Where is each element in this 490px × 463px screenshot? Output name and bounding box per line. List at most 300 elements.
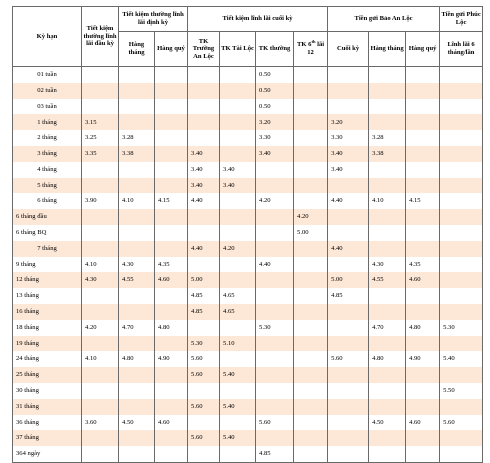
rate-cell [119, 367, 155, 383]
term-cell: 31 tháng [13, 399, 82, 415]
tk6-suffix: lãi 12 [307, 41, 325, 56]
table-row [13, 367, 483, 383]
rate-cell [188, 320, 220, 336]
rate-cell: 4.80 [406, 320, 440, 336]
rate-cell: 5.40 [220, 399, 256, 415]
rate-cell [119, 99, 155, 115]
header-tiet-kiem-cuoi-ky: Tiết kiệm lĩnh lãi cuối kỳ [188, 7, 328, 32]
rate-cell: 4.50 [119, 415, 155, 431]
term-cell: 03 tuần [13, 99, 82, 115]
rate-cell [256, 399, 294, 415]
term-cell: 6 tháng BQ [13, 225, 82, 241]
tk6-sup: th [311, 39, 316, 45]
rate-cell [119, 209, 155, 225]
rate-cell [328, 399, 369, 415]
rate-cell: 4.65 [220, 304, 256, 320]
rate-cell: 0.50 [256, 99, 294, 115]
rate-cell [369, 114, 406, 130]
rate-cell: 4.10 [82, 351, 119, 367]
rate-cell: 0.50 [256, 67, 294, 83]
rate-cell: 4.80 [119, 351, 155, 367]
rate-cell [328, 383, 369, 399]
rate-cell [440, 83, 483, 99]
rate-cell: 5.10 [220, 336, 256, 352]
table-row [13, 415, 483, 431]
rate-cell [82, 288, 119, 304]
rate-cell [82, 83, 119, 99]
rate-cell [294, 304, 328, 320]
rate-cell [119, 67, 155, 83]
table-row [13, 146, 483, 162]
rate-cell [119, 430, 155, 446]
rate-cell: 5.60 [188, 367, 220, 383]
rate-cell: 4.20 [220, 241, 256, 257]
rate-cell [369, 178, 406, 194]
rate-cell [119, 241, 155, 257]
rate-cell [220, 257, 256, 273]
rate-cell: 5.40 [440, 351, 483, 367]
rate-cell: 4.85 [328, 288, 369, 304]
rate-cell [155, 209, 188, 225]
table-row [13, 336, 483, 352]
rate-cell [119, 178, 155, 194]
rate-cell: 4.90 [406, 351, 440, 367]
term-cell: 02 tuần [13, 83, 82, 99]
rate-cell [328, 304, 369, 320]
rate-cell [188, 114, 220, 130]
rate-cell [220, 114, 256, 130]
table-row [13, 209, 483, 225]
rate-cell [328, 430, 369, 446]
rate-cell: 3.28 [119, 130, 155, 146]
rate-cell [82, 99, 119, 115]
subheader-linh-lai-6-thang: Lĩnh lãi 6 tháng/lần [440, 32, 483, 67]
term-cell: 5 tháng [13, 178, 82, 194]
rate-cell: 5.30 [188, 336, 220, 352]
rate-cell [406, 399, 440, 415]
rate-cell [369, 367, 406, 383]
rate-cell [294, 320, 328, 336]
rate-cell [82, 336, 119, 352]
rate-cell [369, 399, 406, 415]
rate-cell [294, 130, 328, 146]
rate-cell [406, 225, 440, 241]
rate-cell: 4.60 [155, 272, 188, 288]
term-cell: 3 tháng [13, 146, 82, 162]
rate-cell [294, 257, 328, 273]
rate-cell [256, 272, 294, 288]
rate-cell [440, 304, 483, 320]
table-row [13, 225, 483, 241]
rate-cell [256, 336, 294, 352]
rate-cell [82, 162, 119, 178]
rate-cell [188, 67, 220, 83]
rate-cell [369, 430, 406, 446]
rate-cell [119, 225, 155, 241]
rate-cell [188, 257, 220, 273]
rate-cell: 4.30 [369, 257, 406, 273]
rate-cell: 3.28 [369, 130, 406, 146]
rate-cell: 5.60 [188, 399, 220, 415]
rate-cell [294, 162, 328, 178]
rate-cell: 3.40 [188, 146, 220, 162]
term-cell: 16 tháng [13, 304, 82, 320]
rate-cell [440, 209, 483, 225]
rate-cell [369, 67, 406, 83]
subheader-tk-thuong: TK thường [256, 32, 294, 67]
rate-cell [406, 67, 440, 83]
rate-cell [440, 162, 483, 178]
subheader-tk-truong-an-loc: TK Trường An Lộc [188, 32, 220, 67]
rate-cell: 4.15 [406, 193, 440, 209]
rate-cell [188, 130, 220, 146]
rate-cell [220, 415, 256, 431]
rate-cell [406, 178, 440, 194]
rate-cell: 4.30 [119, 257, 155, 273]
rate-cell [256, 209, 294, 225]
header-row-top [13, 7, 483, 32]
header-term: Kỳ hạn [13, 7, 82, 67]
rate-cell [155, 430, 188, 446]
rate-cell [369, 241, 406, 257]
table-row [13, 399, 483, 415]
table-row [13, 304, 483, 320]
rate-cell [406, 146, 440, 162]
table-row [13, 320, 483, 336]
rate-cell: 5.60 [256, 415, 294, 431]
rate-cell [369, 225, 406, 241]
table-row [13, 430, 483, 446]
rate-cell [294, 146, 328, 162]
rate-cell [328, 320, 369, 336]
header-bao-an-loc: Tiền gửi Bảo An Lộc [328, 7, 440, 32]
rate-cell: 3.25 [82, 130, 119, 146]
interest-rate-table-container [12, 6, 482, 463]
rate-cell [119, 383, 155, 399]
rate-cell [119, 83, 155, 99]
table-row [13, 351, 483, 367]
term-cell: 01 tuần [13, 67, 82, 83]
rate-cell [256, 241, 294, 257]
rate-cell [82, 225, 119, 241]
rate-cell: 4.85 [256, 446, 294, 462]
term-cell: 9 tháng [13, 257, 82, 273]
rate-cell [406, 162, 440, 178]
rate-cell [440, 399, 483, 415]
table-row [13, 99, 483, 115]
rate-cell [328, 257, 369, 273]
rate-cell [256, 367, 294, 383]
rate-cell [188, 209, 220, 225]
rate-cell [369, 99, 406, 115]
rate-cell [440, 272, 483, 288]
rate-cell [220, 146, 256, 162]
rate-cell [82, 367, 119, 383]
rate-cell [155, 146, 188, 162]
rate-cell [155, 83, 188, 99]
term-cell: 19 tháng [13, 336, 82, 352]
rate-cell [155, 383, 188, 399]
rate-cell: 3.40 [188, 162, 220, 178]
term-cell: 37 tháng [13, 430, 82, 446]
table-row [13, 130, 483, 146]
rate-cell [440, 67, 483, 83]
subheader-hang-quy: Hàng quý [155, 32, 188, 67]
rate-cell [119, 114, 155, 130]
rate-cell: 4.15 [155, 193, 188, 209]
rate-cell [406, 336, 440, 352]
rate-cell: 3.20 [256, 114, 294, 130]
table-row [13, 383, 483, 399]
rate-cell [440, 225, 483, 241]
rate-cell: 5.40 [220, 430, 256, 446]
rate-cell [294, 383, 328, 399]
rate-cell [440, 430, 483, 446]
rate-cell [220, 99, 256, 115]
rate-cell: 4.85 [188, 304, 220, 320]
rate-cell [188, 99, 220, 115]
rate-cell [82, 241, 119, 257]
term-cell: 6 tháng [13, 193, 82, 209]
header-phuc-loc: Tiền gửi Phúc Lộc [440, 7, 483, 32]
rate-cell [369, 336, 406, 352]
subheader-tk-6th-lai-12 [294, 32, 328, 67]
term-cell: 24 tháng [13, 351, 82, 367]
term-cell: 13 tháng [13, 288, 82, 304]
rate-cell [406, 209, 440, 225]
term-cell: 1 tháng [13, 114, 82, 130]
rate-cell [256, 430, 294, 446]
rate-cell [406, 288, 440, 304]
rate-cell [220, 351, 256, 367]
rate-cell: 4.20 [294, 209, 328, 225]
rate-cell [440, 114, 483, 130]
rate-cell [369, 383, 406, 399]
rate-cell [406, 83, 440, 99]
rate-cell: 4.40 [188, 193, 220, 209]
rate-cell: 5.60 [328, 351, 369, 367]
rate-cell [220, 193, 256, 209]
table-row [13, 193, 483, 209]
rate-cell [256, 162, 294, 178]
rate-cell [119, 288, 155, 304]
rate-cell [294, 83, 328, 99]
rate-cell: 5.60 [188, 351, 220, 367]
rate-cell: 4.10 [82, 257, 119, 273]
rate-cell [440, 367, 483, 383]
rate-cell [256, 288, 294, 304]
rate-cell [155, 67, 188, 83]
rate-cell: 3.35 [82, 146, 119, 162]
rate-cell [440, 99, 483, 115]
rate-cell [369, 83, 406, 99]
rate-cell [294, 351, 328, 367]
rate-cell: 3.40 [220, 178, 256, 194]
rate-cell [294, 193, 328, 209]
rate-cell [220, 209, 256, 225]
rate-cell [406, 383, 440, 399]
rate-cell [294, 336, 328, 352]
rate-cell: 4.35 [155, 257, 188, 273]
rate-cell [82, 430, 119, 446]
rate-cell: 4.60 [155, 415, 188, 431]
rate-cell [440, 193, 483, 209]
rate-cell: 0.50 [256, 83, 294, 99]
rate-cell: 4.40 [328, 193, 369, 209]
rate-cell [220, 272, 256, 288]
rate-cell [155, 99, 188, 115]
rate-cell [82, 67, 119, 83]
rate-cell [294, 114, 328, 130]
subheader-hang-quy-bao-an-loc: Hàng quý [406, 32, 440, 67]
term-cell: 6 tháng đầu [13, 209, 82, 225]
rate-cell: 4.20 [256, 193, 294, 209]
term-cell: 364 ngày [13, 446, 82, 462]
rate-cell: 5.40 [220, 367, 256, 383]
rate-cell [155, 178, 188, 194]
rate-cell [369, 209, 406, 225]
rate-cell [406, 367, 440, 383]
rate-cell [294, 288, 328, 304]
rate-cell [220, 130, 256, 146]
rate-cell [440, 336, 483, 352]
rate-cell [188, 415, 220, 431]
tk6-prefix: TK 6 [296, 41, 312, 49]
table-row [13, 257, 483, 273]
rate-cell: 4.70 [119, 320, 155, 336]
subheader-hang-thang: Hàng tháng [119, 32, 155, 67]
rate-cell [440, 288, 483, 304]
rate-cell [440, 146, 483, 162]
table-row [13, 114, 483, 130]
term-cell: 7 tháng [13, 241, 82, 257]
rate-cell: 4.10 [119, 193, 155, 209]
term-cell: 36 tháng [13, 415, 82, 431]
rate-cell: 5.30 [440, 320, 483, 336]
rate-cell [256, 304, 294, 320]
rate-cell: 4.10 [369, 193, 406, 209]
rate-cell [155, 367, 188, 383]
rate-cell [256, 351, 294, 367]
subheader-tk-tai-loc: TK Tài Lộc [220, 32, 256, 67]
rate-cell: 4.85 [188, 288, 220, 304]
rate-cell [328, 336, 369, 352]
rate-cell: 4.80 [369, 351, 406, 367]
rate-cell: 4.65 [220, 288, 256, 304]
rate-cell [406, 130, 440, 146]
rate-cell [328, 367, 369, 383]
rate-cell [328, 225, 369, 241]
table-row [13, 241, 483, 257]
rate-cell: 4.40 [188, 241, 220, 257]
rate-cell: 4.55 [119, 272, 155, 288]
rate-cell [188, 225, 220, 241]
rate-cell: 3.38 [369, 146, 406, 162]
rate-cell [119, 304, 155, 320]
rate-cell [155, 288, 188, 304]
rate-cell [440, 130, 483, 146]
rate-cell: 4.55 [369, 272, 406, 288]
rate-cell [294, 241, 328, 257]
rate-cell [328, 178, 369, 194]
term-cell: 30 tháng [13, 383, 82, 399]
rate-cell: 4.35 [406, 257, 440, 273]
table-row [13, 162, 483, 178]
rate-cell: 5.60 [188, 430, 220, 446]
rate-cell: 3.20 [328, 114, 369, 130]
rate-cell [155, 162, 188, 178]
rate-cell: 4.80 [155, 320, 188, 336]
rate-cell: 3.90 [82, 193, 119, 209]
rate-cell: 4.90 [155, 351, 188, 367]
rate-cell [369, 162, 406, 178]
header-tiet-kiem-dinh-ky: Tiết kiệm thường lĩnh lãi định kỳ [119, 7, 188, 32]
rate-cell: 3.40 [188, 178, 220, 194]
rate-cell [220, 67, 256, 83]
rate-cell [294, 367, 328, 383]
rate-cell [294, 178, 328, 194]
term-cell: 18 tháng [13, 320, 82, 336]
rate-cell [188, 83, 220, 99]
rate-cell [369, 288, 406, 304]
rate-cell [155, 399, 188, 415]
rate-cell: 3.30 [328, 130, 369, 146]
rate-cell [82, 178, 119, 194]
rate-cell [155, 241, 188, 257]
rate-cell [406, 430, 440, 446]
rate-cell: 5.50 [440, 383, 483, 399]
rate-cell [406, 99, 440, 115]
rate-cell [406, 114, 440, 130]
rate-cell [220, 383, 256, 399]
rate-cell: 3.30 [256, 130, 294, 146]
term-cell: 25 tháng [13, 367, 82, 383]
rate-cell [119, 336, 155, 352]
table-row [13, 178, 483, 194]
interest-rate-table [12, 6, 483, 463]
table-row [13, 288, 483, 304]
rate-cell [328, 99, 369, 115]
rate-cell: 4.60 [406, 415, 440, 431]
rate-cell [369, 304, 406, 320]
rate-cell: 4.20 [82, 320, 119, 336]
table-row [13, 67, 483, 83]
subheader-hang-thang-bao-an-loc: Hàng tháng [369, 32, 406, 67]
rate-cell: 4.50 [369, 415, 406, 431]
rate-cell: 3.40 [220, 162, 256, 178]
rate-cell [294, 430, 328, 446]
rate-cell [294, 272, 328, 288]
rate-cell: 5.00 [328, 272, 369, 288]
rate-cell [440, 178, 483, 194]
rate-cell [440, 257, 483, 273]
rate-cell: 4.40 [256, 257, 294, 273]
rate-cell [155, 336, 188, 352]
rate-cell [220, 320, 256, 336]
rate-cell [328, 67, 369, 83]
rate-cell: 3.40 [328, 162, 369, 178]
rate-cell: 5.30 [256, 320, 294, 336]
rate-cell [406, 241, 440, 257]
rate-cell [256, 178, 294, 194]
rate-cell: 5.00 [188, 272, 220, 288]
rate-cell [294, 99, 328, 115]
subheader-cuoi-ky: Cuối kỳ [328, 32, 369, 67]
term-cell: 4 tháng [13, 162, 82, 178]
rate-cell [406, 304, 440, 320]
rate-cell [328, 83, 369, 99]
table-row [13, 272, 483, 288]
